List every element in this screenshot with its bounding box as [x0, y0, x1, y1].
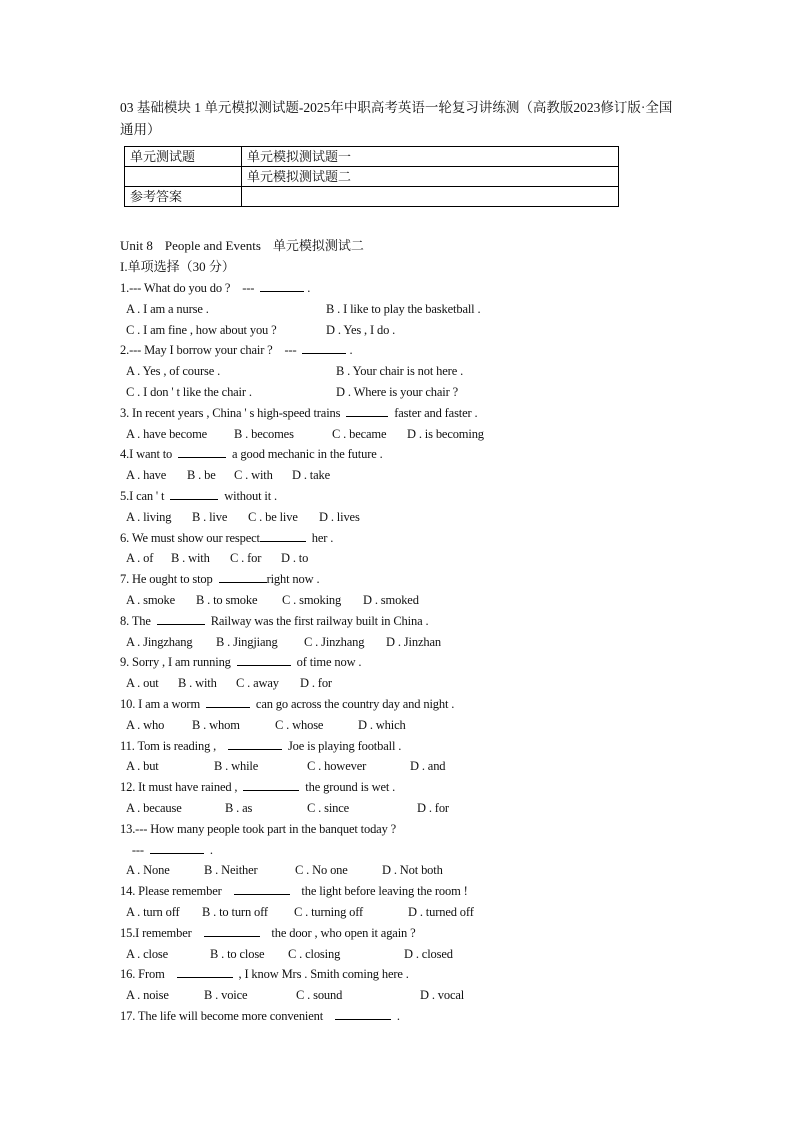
unit-topic: People and Events — [164, 238, 261, 253]
contents-item-cell[interactable]: 单元模拟测试题一 — [242, 147, 619, 167]
stem-text: faster and faster . — [388, 405, 478, 420]
stem-text: 14. Please remember — [120, 884, 234, 899]
answer-option: B . to close — [210, 946, 265, 961]
answer-option: B . Jingjiang — [216, 634, 278, 649]
stem-text: her . — [305, 530, 334, 545]
answer-option: C . for — [230, 551, 262, 566]
question-stem — [120, 278, 720, 299]
stem-text: 8. The — [120, 613, 157, 628]
answer-blank — [177, 964, 233, 978]
answer-blank — [219, 569, 267, 583]
answer-option: A . living — [126, 509, 172, 524]
question-item — [120, 340, 720, 402]
section-heading: I.单项选择（30 分） — [120, 259, 235, 274]
question-item — [120, 444, 720, 486]
stem-text: the light before leaving the room ! — [289, 884, 468, 899]
answer-option: A . have — [126, 468, 167, 483]
unit-heading — [120, 236, 376, 256]
stem-text: 16. From — [120, 967, 177, 982]
answer-option: A . close — [126, 946, 169, 961]
question-item — [120, 881, 720, 923]
answer-option: A . out — [126, 676, 159, 691]
question-stem — [120, 486, 720, 507]
answer-option: D . to — [281, 551, 309, 566]
question-stem — [120, 694, 720, 715]
answer-blank — [157, 611, 205, 625]
answer-option: C . I don ' t like the chair . — [126, 384, 252, 399]
answer-option: D . for — [300, 676, 332, 691]
answer-option: A . turn off — [126, 904, 180, 919]
answer-option: C . turning off — [294, 904, 364, 919]
answer-option: C . became — [332, 426, 387, 441]
question-stem — [120, 881, 720, 902]
stem-text: 12. It must have rained , — [120, 780, 244, 795]
option-row — [120, 382, 720, 403]
question-stem — [120, 777, 720, 798]
stem-text: 3. In recent years , China ' s high-speed trains — [120, 405, 347, 420]
question-stem — [120, 528, 720, 549]
question-list — [120, 278, 720, 1027]
question-stem — [120, 444, 720, 465]
stem-text: 2.--- May I borrow your chair ? --- — [120, 343, 303, 358]
answer-option: C . whose — [275, 717, 324, 732]
option-row — [120, 944, 720, 965]
answer-option: B . Your chair is not here . — [336, 364, 464, 379]
answer-option: A . smoke — [126, 592, 175, 607]
option-row — [120, 590, 720, 611]
contents-category-cell[interactable]: 参考答案 — [125, 187, 242, 207]
stem-text: . — [304, 281, 311, 295]
contents-category-cell[interactable]: 单元测试题 — [125, 147, 242, 167]
contents-row — [125, 187, 619, 207]
question-item — [120, 403, 720, 445]
answer-option: A . Jingzhang — [126, 634, 193, 649]
answer-option: D . lives — [319, 509, 360, 524]
document-title: 03 基础模块 1 单元模拟测试题-2025年中职高考英语一轮复习讲练测（高教版2023修订版·全国通用） — [120, 100, 673, 137]
answer-option: B . becomes — [234, 426, 294, 441]
answer-blank — [204, 923, 260, 937]
question-item — [120, 736, 720, 778]
answer-option: D . Not both — [382, 863, 443, 878]
question-item — [120, 777, 720, 819]
stem-text: . — [390, 1008, 400, 1023]
answer-option: B . with — [178, 676, 217, 691]
question-item — [120, 278, 720, 340]
answer-option: D . smoked — [363, 592, 419, 607]
option-row — [120, 715, 720, 736]
option-row — [120, 632, 720, 653]
stem-text: 4.I want to — [120, 447, 179, 462]
question-item — [120, 694, 720, 736]
contents-row — [125, 167, 619, 187]
unit-test-label: 单元模拟测试二 — [272, 238, 364, 253]
answer-option: A . because — [126, 800, 182, 815]
answer-option: C . away — [236, 676, 279, 691]
stem-text: 17. The life will become more convenient — [120, 1008, 335, 1023]
answer-option: B . be — [187, 468, 216, 483]
answer-blank — [243, 777, 299, 791]
stem-text: of time now . — [290, 655, 362, 670]
answer-option: A . I am a nurse . — [126, 301, 209, 316]
answer-blank — [178, 444, 226, 458]
answer-option: C . No one — [295, 863, 348, 878]
question-item — [120, 652, 720, 694]
stem-text: 1.--- What do you do ? --- — [120, 281, 261, 295]
answer-blank — [228, 736, 282, 750]
answer-option: B . to smoke — [196, 592, 258, 607]
stem-text: 7. He ought to stop — [120, 572, 219, 587]
answer-blank — [170, 486, 218, 500]
option-row — [120, 548, 720, 569]
answer-option: D . take — [292, 468, 331, 483]
answer-option: D . for — [417, 800, 449, 815]
question-item — [120, 1006, 720, 1027]
question-stem — [120, 736, 720, 757]
stem-text: can go across the country day and night . — [249, 696, 455, 711]
question-stem — [120, 964, 720, 985]
answer-option: D . vocal — [420, 988, 465, 1003]
question-stem — [120, 923, 720, 944]
stem-text: the door , who open it again ? — [259, 925, 416, 940]
answer-option: C . sound — [296, 988, 343, 1003]
answer-option: D . and — [410, 759, 446, 774]
contents-item-cell — [242, 187, 619, 207]
answer-option: A . noise — [126, 988, 169, 1003]
answer-option: B . I like to play the basketball . — [326, 301, 481, 316]
stem-text: without it . — [218, 488, 277, 503]
option-row — [120, 985, 720, 1006]
answer-option: D . Yes , I do . — [326, 322, 396, 337]
stem-text: . — [203, 842, 213, 857]
question-item — [120, 486, 720, 528]
answer-option: D . turned off — [408, 904, 474, 919]
stem-text: Railway was the first railway built in China . — [204, 613, 429, 628]
question-stem — [120, 340, 720, 361]
contents-table-body — [125, 147, 619, 207]
question-item — [120, 819, 720, 881]
stem-text: the ground is wet . — [299, 780, 396, 795]
question-item — [120, 923, 720, 965]
answer-option: B . as — [225, 800, 253, 815]
option-row — [120, 756, 720, 777]
answer-blank — [260, 278, 304, 292]
question-stem — [120, 569, 720, 590]
question-item — [120, 964, 720, 1006]
answer-option: D . is becoming — [407, 426, 484, 441]
option-row — [120, 361, 720, 382]
option-row — [120, 860, 720, 881]
contents-table — [124, 146, 619, 207]
answer-option: C . closing — [288, 946, 341, 961]
answer-blank — [260, 528, 306, 542]
answer-option: B . with — [171, 551, 210, 566]
answer-option: B . voice — [204, 988, 248, 1003]
option-row — [120, 507, 720, 528]
answer-option: D . which — [358, 717, 406, 732]
question-stem — [120, 840, 720, 861]
answer-blank — [335, 1006, 391, 1020]
answer-option: A . but — [126, 759, 159, 774]
answer-option: C . Jinzhang — [304, 634, 365, 649]
option-row — [120, 465, 720, 486]
answer-blank — [346, 403, 388, 417]
stem-text: 10. I am a worm — [120, 696, 206, 711]
answer-option: C . smoking — [282, 592, 342, 607]
stem-text: Joe is playing football . — [282, 738, 402, 753]
answer-option: D . closed — [404, 946, 453, 961]
answer-option: B . whom — [192, 717, 240, 732]
option-row — [120, 798, 720, 819]
question-item — [120, 611, 720, 653]
answer-option: A . who — [126, 717, 165, 732]
contents-row — [125, 147, 619, 167]
stem-text: right now . — [266, 572, 320, 587]
answer-option: C . however — [307, 759, 367, 774]
option-row — [120, 673, 720, 694]
question-stem — [120, 403, 720, 424]
answer-option: A . None — [126, 863, 170, 878]
answer-blank — [150, 840, 204, 854]
stem-text: a good mechanic in the future . — [226, 447, 383, 462]
answer-blank — [206, 694, 250, 708]
answer-option: C . with — [234, 468, 273, 483]
answer-option: B . Neither — [204, 863, 258, 878]
contents-item-cell[interactable]: 单元模拟测试题二 — [242, 167, 619, 187]
question-item — [120, 528, 720, 570]
answer-option: B . to turn off — [202, 904, 268, 919]
question-stem — [120, 819, 720, 840]
answer-blank — [234, 881, 290, 895]
option-row — [120, 902, 720, 923]
option-row — [120, 424, 720, 445]
stem-text: 9. Sorry , I am running — [120, 655, 237, 670]
question-stem — [120, 652, 720, 673]
stem-text: 11. Tom is reading , — [120, 738, 229, 753]
contents-category-cell — [125, 167, 242, 187]
option-row — [120, 299, 720, 320]
answer-option: A . have become — [126, 426, 208, 441]
answer-option: C . since — [307, 800, 350, 815]
option-row — [120, 320, 720, 341]
answer-option: B . while — [214, 759, 259, 774]
answer-option: A . of — [126, 551, 154, 566]
stem-text: 5.I can ' t — [120, 488, 171, 503]
answer-option: D . Where is your chair ? — [336, 384, 459, 399]
stem-text: . — [346, 343, 353, 358]
stem-text: --- — [120, 842, 150, 857]
answer-option: D . Jinzhan — [386, 634, 441, 649]
stem-text: 15.I remember — [120, 925, 204, 940]
unit-number: Unit 8 — [120, 238, 153, 253]
question-stem — [120, 1006, 720, 1027]
answer-blank — [302, 340, 346, 354]
question-item — [120, 569, 720, 611]
answer-option: C . be live — [248, 509, 298, 524]
stem-text: 6. We must show our respect — [120, 530, 260, 545]
answer-blank — [237, 652, 291, 666]
answer-option: A . Yes , of course . — [126, 364, 221, 379]
answer-option: C . I am fine , how about you ? — [126, 322, 277, 337]
stem-text: , I know Mrs . Smith coming here . — [232, 967, 409, 982]
answer-option: B . live — [192, 509, 228, 524]
stem-text: 13.--- How many people took part in the banquet today ? — [120, 821, 397, 836]
question-stem — [120, 611, 720, 632]
